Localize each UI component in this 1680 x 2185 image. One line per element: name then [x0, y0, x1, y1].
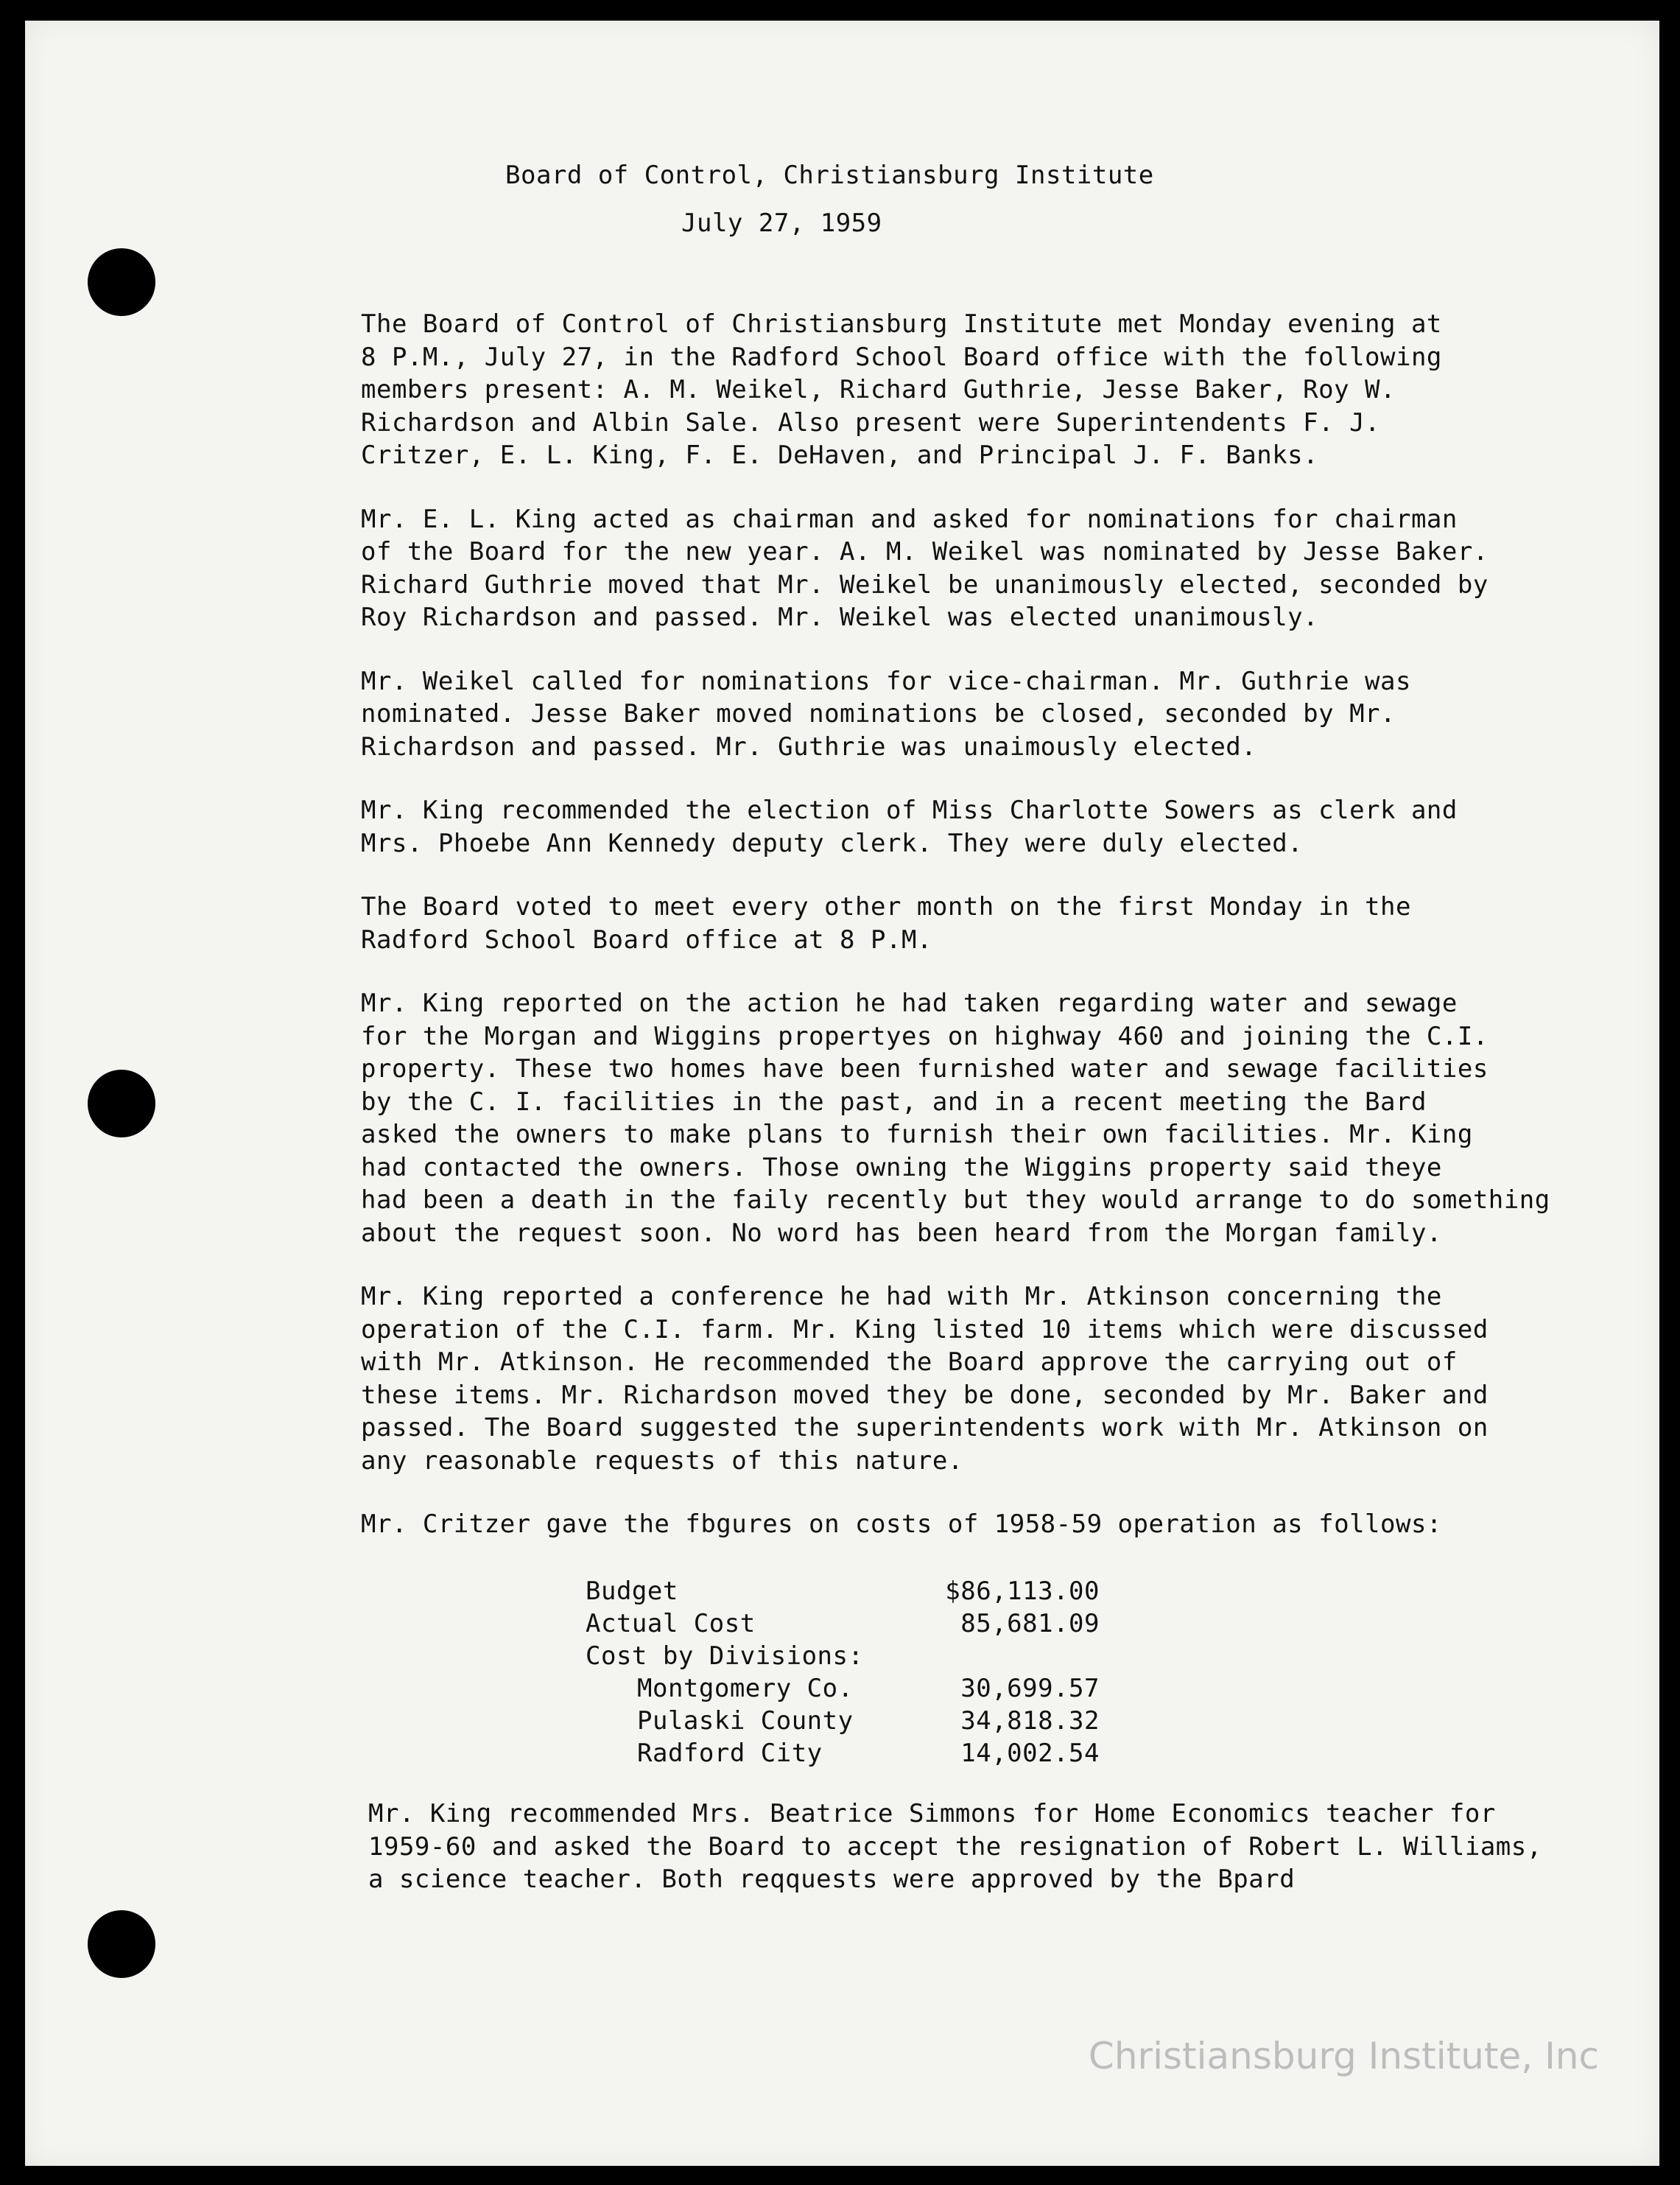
paragraph-farm-conference	[361, 1280, 1628, 1477]
text-line: 1959-60 and asked the Board to accept the resignation of Robert L. Williams,	[368, 1831, 1542, 1862]
text-line: Richard Guthrie moved that Mr. Weikel be unanimously elected, seconded by	[361, 569, 1489, 600]
division-label: Radford City	[637, 1739, 823, 1768]
text-line: Mr. King reported on the action he had taken regarding water and sewage	[361, 989, 1458, 1018]
division-value: 14,002.54	[960, 1739, 1100, 1768]
minutes-body	[361, 308, 1628, 1572]
binder-hole-top	[88, 248, 155, 316]
text-line: Mr. King recommended the election of Miss Charlotte Sowers as clerk and	[361, 796, 1458, 825]
binder-hole-bottom	[88, 1910, 155, 1978]
actual-cost-label: Actual Cost	[586, 1609, 756, 1638]
text-line: had contacted the owners. Those owning the Wiggins property said theye	[361, 1152, 1442, 1182]
table-row	[586, 1672, 1100, 1705]
text-line: Mrs. Phoebe Ann Kennedy deputy clerk. They were duly elected.	[361, 828, 1304, 858]
divisions-label: Cost by Divisions:	[586, 1641, 864, 1671]
budget-value: $86,113.00	[945, 1577, 1100, 1606]
text-line: Critzer, E. L. King, F. E. DeHaven, and Principal J. F. Banks.	[361, 441, 1319, 470]
text-line: Mr. Weikel called for nominations for vice-chairman. Mr. Guthrie was	[361, 666, 1411, 696]
text-line: any reasonable requests of this nature.	[361, 1445, 963, 1476]
paragraph-chairman-election	[361, 503, 1628, 634]
paragraph-water-sewage	[361, 987, 1628, 1249]
paragraph-meeting-schedule	[361, 891, 1628, 956]
division-label: Montgomery Co.	[637, 1674, 854, 1703]
document-title: Board of Control, Christiansburg Institute	[505, 161, 1154, 190]
budget-label: Budget	[586, 1577, 678, 1606]
text-line: Radford School Board office at 8 P.M.	[361, 925, 932, 955]
table-row	[586, 1607, 1100, 1640]
text-line: of the Board for the new year. A. M. Weikel was nominated by Jesse Baker.	[361, 537, 1489, 567]
division-value: 30,699.57	[960, 1674, 1100, 1703]
text-line: Mr. E. L. King acted as chairman and asked for nominations for chairman	[361, 504, 1458, 534]
text-line: a science teacher. Both reqquests were approved by the Bpard	[368, 1865, 1296, 1894]
text-line: passed. The Board suggested the superintendents work with Mr. Atkinson on	[361, 1413, 1489, 1442]
text-line: had been a death in the faily recently but they would arrange to do something	[361, 1185, 1550, 1215]
text-line: Mr. Critzer gave the fbgures on costs of 1958-59 operation as follows:	[361, 1509, 1442, 1539]
text-line: Mr. King recommended Mrs. Beatrice Simmons for Home Economics teacher for	[368, 1799, 1496, 1828]
table-row	[586, 1575, 1100, 1607]
text-line: asked the owners to make plans to furnish their own facilities. Mr. King	[361, 1120, 1473, 1149]
division-value: 34,818.32	[960, 1706, 1100, 1736]
binder-hole-middle	[88, 1070, 155, 1137]
paragraph-cost-intro	[361, 1508, 1628, 1541]
paragraph-vice-chairman	[361, 665, 1628, 764]
cost-table	[586, 1575, 1100, 1770]
text-line: operation of the C.I. farm. Mr. King listed 10 items which were discussed	[361, 1314, 1489, 1344]
table-row	[586, 1737, 1100, 1770]
text-line: members present: A. M. Weikel, Richard Guthrie, Jesse Baker, Roy W.	[361, 375, 1396, 404]
table-row	[586, 1705, 1100, 1737]
paragraph-clerk-election	[361, 794, 1628, 860]
text-line: Mr. King reported a conference he had with Mr. Atkinson concerning the	[361, 1282, 1442, 1311]
text-line: The Board of Control of Christiansburg Institute met Monday evening at	[361, 309, 1442, 339]
text-line: these items. Mr. Richardson moved they be done, seconded by Mr. Baker and	[361, 1380, 1489, 1410]
text-line: The Board voted to meet every other month on the first Monday in the	[361, 892, 1411, 922]
text-line: Richardson and Albin Sale. Also present were Superintendents F. J.	[361, 407, 1381, 438]
division-label: Pulaski County	[637, 1706, 854, 1736]
table-row	[586, 1640, 1100, 1672]
paragraph-attendance	[361, 308, 1628, 472]
text-line: Richardson and passed. Mr. Guthrie was unaimously elected.	[361, 732, 1257, 762]
text-line: for the Morgan and Wiggins propertyes on highway 460 and joining the C.I.	[361, 1021, 1489, 1051]
text-line: property. These two homes have been furnished water and sewage facilities	[361, 1054, 1489, 1084]
text-line: 8 P.M., July 27, in the Radford School Board office with the following	[361, 342, 1442, 372]
document-date: July 27, 1959	[681, 208, 882, 238]
actual-cost-value: 85,681.09	[960, 1609, 1100, 1638]
text-line: nominated. Jesse Baker moved nominations be closed, seconded by Mr.	[361, 699, 1396, 729]
text-line: about the request soon. No word has been heard from the Morgan family.	[361, 1218, 1442, 1248]
paragraph-teacher-changes	[368, 1798, 1542, 1896]
text-line: Roy Richardson and passed. Mr. Weikel was elected unanimously.	[361, 603, 1319, 632]
text-line: by the C. I. facilities in the past, and in a recent meeting the Bard	[361, 1087, 1427, 1117]
text-line: with Mr. Atkinson. He recommended the Board approve the carrying out of	[361, 1347, 1458, 1377]
watermark: Christiansburg Institute, Inc	[1088, 2035, 1599, 2077]
